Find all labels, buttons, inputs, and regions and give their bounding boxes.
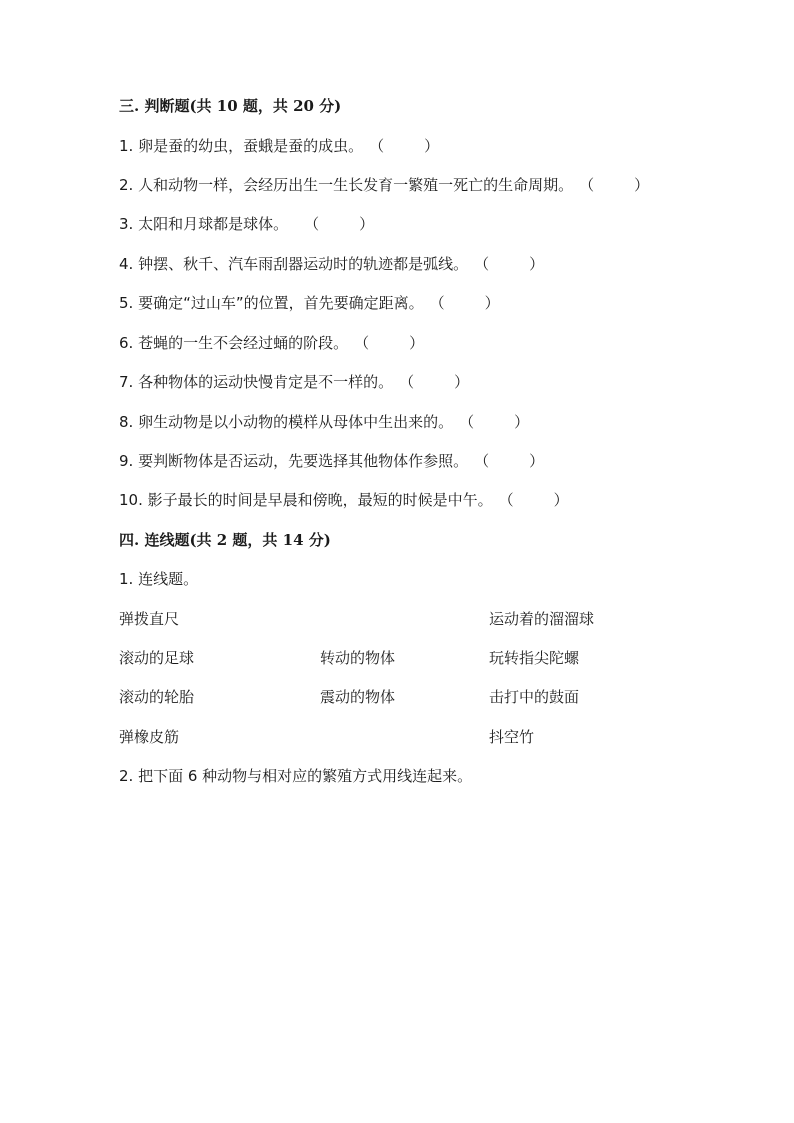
matching-right-item: 抖空竹 (489, 728, 535, 746)
matching-right-item: 玩转指尖陀螺 (489, 649, 580, 667)
matching-right-item: 击打中的鼓面 (489, 688, 580, 706)
judgment-item-5 (119, 293, 500, 313)
answer-blank[interactable]: （ ） (304, 215, 375, 233)
answer-blank[interactable]: （ ） (399, 373, 470, 391)
judgment-item-text: 5. 要确定“过山车”的位置，首先要确定距离。 (119, 294, 424, 312)
matching-left-item: 弹拨直尺 (119, 610, 180, 628)
matching-question-2-label: 2. 把下面 6 种动物与相对应的繁殖方式用线连起来。 (119, 767, 473, 785)
matching-left-item: 滚动的轮胎 (119, 688, 195, 706)
answer-blank[interactable]: （ ） (459, 413, 530, 431)
answer-blank[interactable]: （ ） (474, 255, 545, 273)
judgment-item-6 (119, 333, 424, 353)
judgment-item-text: 4. 钟摆、秋千、汽车雨刮器运动时的轨迹都是弧线。 (119, 255, 469, 273)
judgment-item-text: 2. 人和动物一样，会经历出生一生长发育一繁殖一死亡的生命周期。 (119, 176, 574, 194)
judgment-item-text: 1. 卵是蚕的幼虫，蚕蛾是蚕的成虫。 (119, 137, 364, 155)
section-3-heading: 三. 判断题(共 10 题，共 20 分) (119, 97, 342, 115)
matching-left-item: 滚动的足球 (119, 649, 195, 667)
judgment-item-text: 9. 要判断物体是否运动，先要选择其他物体作参照。 (119, 452, 469, 470)
answer-blank[interactable]: （ ） (579, 176, 650, 194)
answer-blank[interactable]: （ ） (369, 137, 440, 155)
judgment-item-text: 8. 卵生动物是以小动物的模样从母体中生出来的。 (119, 413, 454, 431)
judgment-item-1 (119, 136, 439, 156)
judgment-item-3 (119, 214, 374, 234)
answer-blank[interactable]: （ ） (474, 452, 545, 470)
section-4-heading: 四. 连线题(共 2 题，共 14 分) (119, 531, 331, 549)
judgment-item-4 (119, 254, 544, 274)
judgment-item-2 (119, 175, 649, 195)
judgment-item-text: 6. 苍蝇的一生不会经过蛹的阶段。 (119, 334, 349, 352)
judgment-item-text: 3. 太阳和月球都是球体。 (119, 215, 289, 233)
judgment-item-10 (119, 490, 569, 510)
answer-blank[interactable]: （ ） (354, 334, 425, 352)
judgment-item-text: 10. 影子最长的时间是早晨和傍晚，最短的时候是中午。 (119, 491, 493, 509)
judgment-item-9 (119, 451, 544, 471)
judgment-item-7 (119, 372, 469, 392)
judgment-item-text: 7. 各种物体的运动快慢肯定是不一样的。 (119, 373, 394, 391)
judgment-item-8 (119, 412, 529, 432)
matching-left-item: 弹橡皮筋 (119, 728, 180, 746)
answer-blank[interactable]: （ ） (498, 491, 569, 509)
matching-right-item: 运动着的溜溜球 (489, 610, 595, 628)
matching-middle-item: 震动的物体 (320, 688, 396, 706)
answer-blank[interactable]: （ ） (429, 294, 500, 312)
matching-question-1-label: 1. 连线题。 (119, 570, 199, 588)
matching-middle-item: 转动的物体 (320, 649, 396, 667)
